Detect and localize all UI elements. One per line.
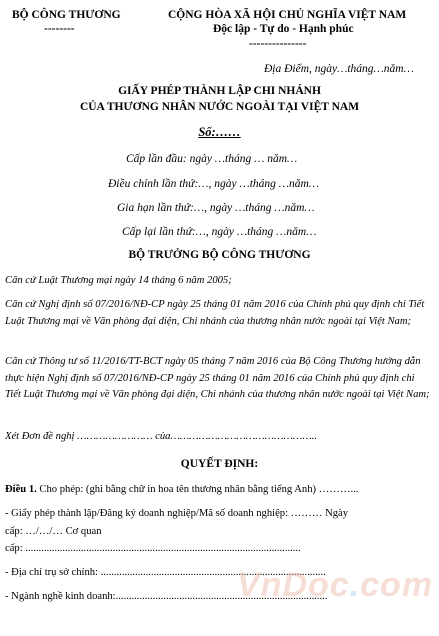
watermark-text-b: com — [360, 566, 434, 604]
adjustment-line: Điều chỉnh lần thứ:…, ngày …tháng …năm… — [108, 178, 320, 190]
head-office-address: - Địa chỉ trụ sở chính: ..................................................................................... — [5, 567, 326, 578]
reissue-line: Cấp lại lần thứ:…, ngày …tháng …năm… — [122, 226, 317, 238]
license-title-line1: GIẤY PHÉP THÀNH LẬP CHI NHÁNH — [118, 85, 321, 97]
watermark-dot: . — [349, 566, 361, 604]
license-line-1: - Giấy phép thành lập/Đăng ký doanh nghiệp/Mã số doanh nghiệp: ……… Ngày — [5, 508, 349, 519]
motto-dashes: --------------- — [249, 38, 307, 50]
basis-decree: Căn cứ Nghị định số 07/2016/NĐ-CP ngày 25 tháng 01 năm 2016 của Chính phủ quy định chi Tiết Luật Thương mại về Văn phòng đại diện, Chi nhánh của thương nhân nước ngoài tại Việt Nam; — [5, 299, 425, 327]
extension-line: Gia hạn lần thứ:…, ngày …tháng …năm… — [117, 202, 315, 214]
decision-title: QUYẾT ĐỊNH: — [180, 458, 259, 470]
article-1-label: Điều 1. — [5, 484, 37, 495]
business-lines: - Ngành nghề kinh doanh:................................................................................ — [5, 591, 328, 602]
vndoc-watermark — [237, 566, 433, 605]
article-1 — [5, 484, 358, 495]
basis-circular: Căn cứ Thông tư số 11/2016/TT-BCT ngày 05 tháng 7 năm 2016 của Bộ Công Thương hướng dẫn thực hiện Nghị định số 07/2016/NĐ-CP ngày 25 tháng 01 năm 2016 của Chính phủ quy định chi Tiết Luật Thương mại về Văn phòng đại diện, Chi nhánh của thương nhân nước ngoài tại Việt Nam; — [5, 356, 430, 400]
article-1-text: Cho phép: (ghi bằng chữ in hoa tên thương nhân bằng tiếng Anh) ………... — [36, 484, 359, 495]
first-issuance: Cấp lần đầu: ngày …tháng … năm… — [126, 153, 298, 165]
license-title-line2: CỦA THƯƠNG NHÂN NƯỚC NGOÀI TẠI VIỆT NAM — [79, 101, 360, 113]
minister-title: BỘ TRƯỞNG BỘ CÔNG THƯƠNG — [128, 249, 311, 261]
place-date: Địa Điểm, ngày…tháng…năm… — [264, 63, 414, 75]
license-line-3: cấp: ........................................................................................................ — [5, 543, 301, 554]
ministry-dashes: -------- — [44, 23, 75, 35]
ministry-name: BỘ CÔNG THƯƠNG — [12, 9, 121, 21]
basis-law: Căn cứ Luật Thương mại ngày 14 tháng 6 năm 2005; — [5, 275, 232, 286]
license-number: Số:…… — [198, 125, 241, 139]
request-line: Xét Đơn đề nghị …………………… của……………………………………….. — [5, 431, 318, 442]
nation-name: CỘNG HÒA XÃ HỘI CHỦ NGHĨA VIỆT NAM — [168, 9, 407, 21]
national-motto: Độc lập - Tự do - Hạnh phúc — [213, 23, 354, 35]
license-line-2: cấp: …/…/… Cơ quan — [5, 526, 102, 537]
watermark-text-a: VnDoc — [237, 566, 350, 604]
